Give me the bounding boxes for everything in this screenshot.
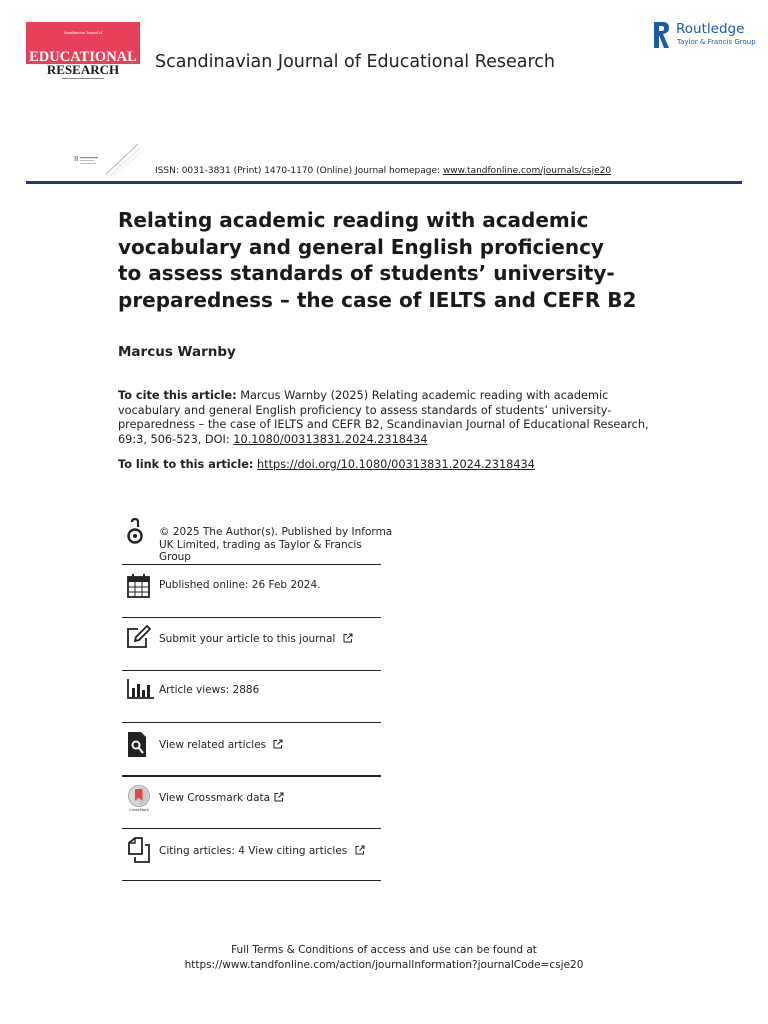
row-divider <box>122 564 381 565</box>
row-divider <box>122 617 381 618</box>
citing-articles-icon[interactable] <box>124 836 154 866</box>
journal-cover <box>26 22 140 84</box>
published-online-text: Published online: 26 Feb 2024. <box>159 579 321 591</box>
publisher-subtitle: Taylor & Francis Group <box>677 38 756 46</box>
title-line: Relating academic reading with academic <box>118 208 589 232</box>
footer-line1: Full Terms & Conditions of access and use can be found at <box>231 944 537 956</box>
journal-homepage-link[interactable]: www.tandfonline.com/journals/csje20 <box>442 166 612 176</box>
issn-line <box>155 166 611 176</box>
citing-articles-link[interactable]: Citing articles: 4 View citing articles <box>159 845 365 858</box>
crossmark-data-link[interactable]: View Crossmark data <box>159 792 284 805</box>
article-link-block <box>118 458 535 471</box>
svg-text:Scandinavian Journal of: Scandinavian Journal of <box>63 30 103 35</box>
title-line: preparedness – the case of IELTS and CEFR B2 <box>118 287 637 312</box>
row-divider <box>122 775 381 777</box>
article-views-text: Article views: 2886 <box>159 684 260 696</box>
author-name: Marcus Warnby <box>118 344 236 360</box>
cite-text: Marcus Warnby (2025) Relating academic reading with academic vocabulary and general English proficiency to assess standards of students’ university-preparedness – the case of IELTS and CEFR B2, Scandinavian Journal of Educational Research, 69:3, 506-523, DOI: <box>118 389 649 446</box>
article-doi-link[interactable]: https://doi.org/10.1080/00313831.2024.2318434 <box>257 458 535 471</box>
title-line: to assess standards of students’ university- <box>118 261 615 285</box>
crossmark-label: CrossMark <box>129 807 149 812</box>
open-access-icon <box>124 518 154 548</box>
row-divider <box>122 828 381 829</box>
bar-chart-icon <box>124 676 154 706</box>
copyright-text: © 2025 The Author(s). Published by Informa UK Limited, trading as Taylor & Francis Group <box>159 526 393 563</box>
cover-title-line2: RESEARCH <box>46 62 120 77</box>
external-link-icon <box>274 792 284 802</box>
publisher-name: Routledge <box>676 21 745 37</box>
external-link-icon <box>273 739 283 749</box>
submit-article-link[interactable]: Submit your article to this journal <box>159 633 353 646</box>
article-title <box>118 207 638 313</box>
cite-label: To cite this article: <box>118 389 237 402</box>
crossmark-icon[interactable] <box>124 784 154 814</box>
issn-text: ISSN: 0031-3831 (Print) 1470-1170 (Online) Journal homepage: <box>155 166 441 176</box>
row-divider <box>122 880 381 881</box>
title-line: vocabulary and general English proficiency <box>118 234 604 259</box>
small-publisher-logo <box>70 140 142 180</box>
edit-icon[interactable] <box>124 624 154 654</box>
citation-block <box>118 389 658 447</box>
journal-title: Scandinavian Journal of Educational Research <box>155 52 555 72</box>
footer-terms-link[interactable]: https://www.tandfonline.com/action/journalInformation?journalCode=csje20 <box>184 958 584 971</box>
search-document-icon[interactable] <box>124 730 154 760</box>
row-divider <box>122 670 381 671</box>
terms-footer <box>0 943 768 972</box>
cite-doi-link[interactable]: 10.1080/00313831.2024.2318434 <box>233 432 428 446</box>
external-link-icon <box>343 633 353 643</box>
header-divider <box>26 181 742 184</box>
calendar-icon <box>124 572 154 602</box>
row-divider <box>122 722 381 723</box>
svg-text:R: R <box>74 155 79 163</box>
external-link-icon <box>355 845 365 855</box>
link-label: To link to this article: <box>118 458 254 471</box>
related-articles-link[interactable]: View related articles <box>159 739 283 752</box>
cover-title-line1: EDUCATIONAL <box>29 49 137 65</box>
